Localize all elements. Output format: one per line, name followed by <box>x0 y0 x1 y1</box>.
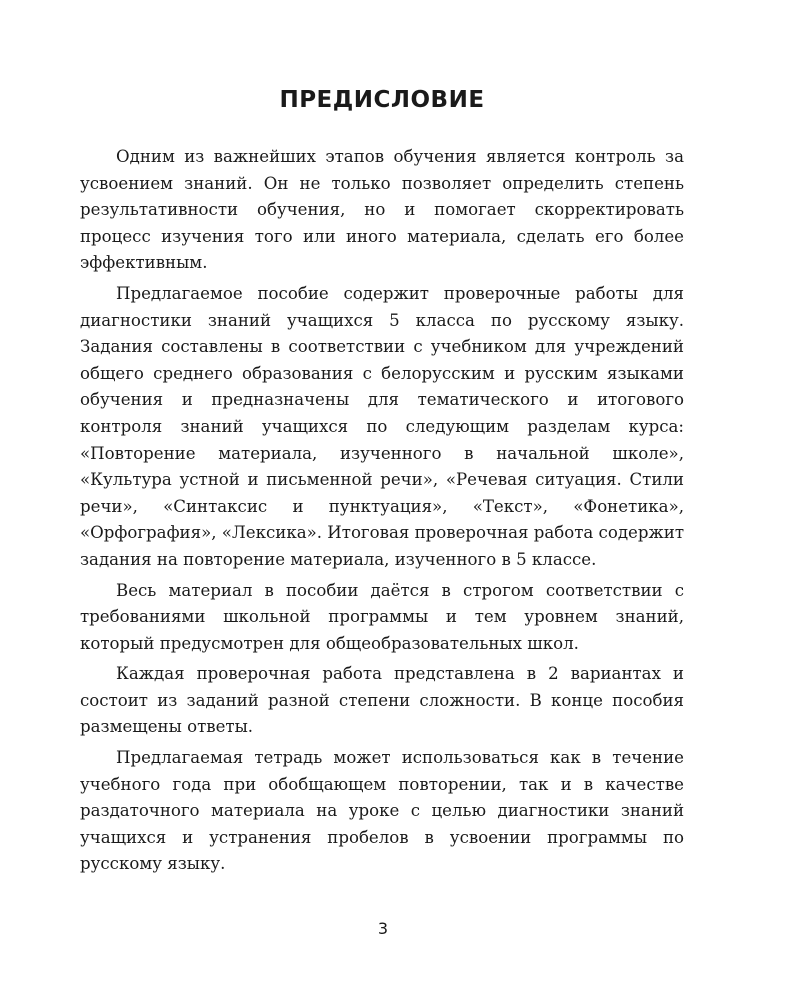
page-body <box>80 82 684 882</box>
paragraph-5: Предлагаемая тетрадь может использоваться как в течение учебного года при обобщающем повторении, так и в качестве раздаточного материала на уроке с целью диагностики знаний учащихся и устранения пробелов в усвоении программы по русскому языку. <box>80 748 684 874</box>
paragraph-2: Предлагаемое пособие содержит проверочные работы для диагностики знаний учащихся 5 класса по русскому языку. Задания составлены в соответствии с учебником для учреждений общего среднего образования с белорусским и русским языками обучения и предназначены для тематического и итогового контроля знаний учащихся по следующим разделам курса: «Повторение материала, изученного в начальной школе», «Культура устной и письменной речи», «Речевая ситуация. Стили речи», «Синтаксис и пунктуация», «Текст», «Фонетика», «Орфография», «Лексика». Итоговая проверочная работа содержит задания на повторение материала, изученного в 5 классе. <box>80 283 685 569</box>
paragraph-4: Каждая проверочная работа представлена в 2 вариантах и состоит из заданий разной степени сложности. В конце пособия размещены ответы. <box>80 664 684 737</box>
page-number: 3 <box>377 919 389 938</box>
paragraph-1: Одним из важнейших этапов обучения является контроль за усвоением знаний. Он не только позволяет определить степень результативности обучения, но и помогает скорректировать процесс изучения того или иного материала, сделать его более эффективным. <box>80 147 684 273</box>
page-title: ПРЕДИСЛОВИЕ <box>279 87 485 113</box>
paragraph-3: Весь материал в пособии даётся в строгом соответствии с требованиями школьной программы и тем уровнем знаний, который предусмотрен для общеобразовательных школ. <box>80 580 684 653</box>
